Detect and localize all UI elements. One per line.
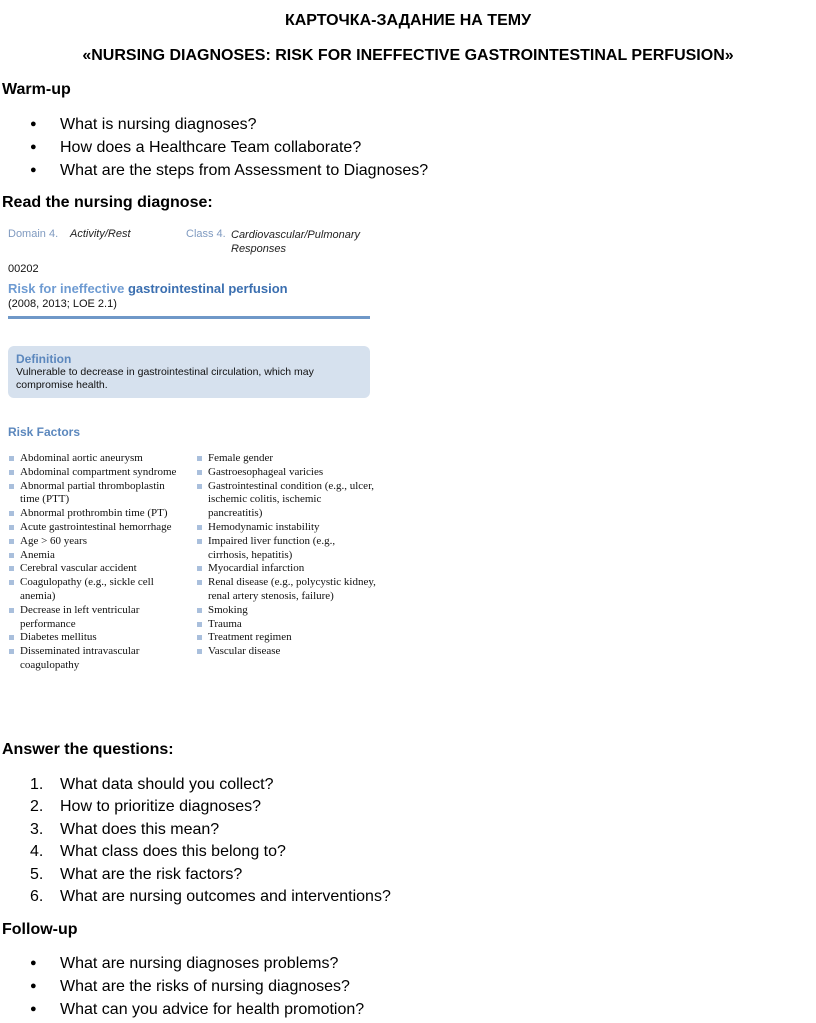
list-item: Abdominal compartment syndrome [8,466,183,480]
list-item: Hemodynamic instability [196,521,376,535]
diagnosis-title-part2: gastrointestinal perfusion [127,281,288,296]
list-item: Treatment regimen [196,631,376,645]
risk-factors-heading: Risk Factors [8,425,81,439]
list-item: Decrease in left ventricular performance [8,604,183,632]
class-value: Cardiovascular/Pulmonary Responses [231,229,360,255]
definition-box [8,346,370,398]
warmup-heading: Warm-up [2,81,71,98]
list-item: 4. What class does this belong to? [30,843,286,861]
diagnosis-years: (2008, 2013; LOE 2.1) [8,298,117,310]
list-item: Gastroesophageal varicies [196,466,376,480]
risk-factors-column-2 [196,452,376,659]
warmup-list [0,113,428,182]
title-line-2: «NURSING DIAGNOSES: RISK FOR INEFFECTIVE GASTROINTESTINAL PERFUSION» [82,47,734,64]
list-item: ● What are the steps from Assessment to Diagnoses? [0,159,428,182]
list-item: Abnormal partial thromboplastin time (PTT) [8,480,183,508]
list-item: ● What are the risks of nursing diagnoses? [0,975,364,998]
list-item: Female gender [196,452,376,466]
list-item: Myocardial infarction [196,562,376,576]
list-item: Gastrointestinal condition (e.g., ulcer, ischemic colitis, ischemic pancreatitis) [196,480,376,521]
diagnosis-title-part1: Risk for ineffective [8,281,125,296]
followup-list [0,952,364,1021]
list-item: 5. What are the risk factors? [30,865,243,883]
list-item: Age > 60 years [8,535,183,549]
domain-label: Domain 4. [8,228,59,240]
definition-text: Vulnerable to decrease in gastrointestinal circulation, which may compromise health. [16,366,314,391]
list-item: 1. What data should you collect? [30,776,274,793]
class-label: Class 4. [186,228,226,240]
list-item: Vascular disease [196,645,376,659]
definition-heading: Definition [16,352,72,366]
followup-heading: Follow-up [2,921,78,938]
diagnosis-code: 00202 [8,263,39,275]
list-item: 6. What are nursing outcomes and interventions? [30,887,391,905]
list-item: ● What are nursing diagnoses problems? [0,952,364,975]
list-item: 3. What does this mean? [30,820,220,838]
list-item: Anemia [8,549,183,563]
list-item: Acute gastrointestinal hemorrhage [8,521,183,535]
diagnosis-card-image [0,222,380,722]
list-item: Diabetes mellitus [8,631,183,645]
list-item: Abdominal aortic aneurysm [8,452,183,466]
list-item: ● What is nursing diagnoses? [0,113,428,136]
title-line-1: КАРТОЧКА-ЗАДАНИЕ НА ТЕМУ [284,12,532,29]
divider [8,316,370,319]
answer-heading: Answer the questions: [2,741,174,758]
list-item: ● How does a Healthcare Team collaborate? [0,136,428,159]
list-item: Renal disease (e.g., polycystic kidney, renal artery stenosis, failure) [196,576,376,604]
list-item: Disseminated intravascular coagulopathy [8,645,183,673]
answer-list [0,774,391,908]
diagnosis-title [8,281,288,296]
domain-value: Activity/Rest [70,228,131,240]
risk-factors-column-1 [8,452,183,673]
list-item: Impaired liver function (e.g., cirrhosis, hepatitis) [196,535,376,563]
list-item: Smoking [196,604,376,618]
read-heading: Read the nursing diagnose: [2,194,213,211]
list-item: Abnormal prothrombin time (PT) [8,507,183,521]
list-item: Cerebral vascular accident [8,562,183,576]
list-item: ● What can you advice for health promotion? [0,998,364,1021]
list-item: 2. How to prioritize diagnoses? [30,798,261,816]
list-item: Coagulopathy (e.g., sickle cell anemia) [8,576,183,604]
list-item: Trauma [196,618,376,632]
